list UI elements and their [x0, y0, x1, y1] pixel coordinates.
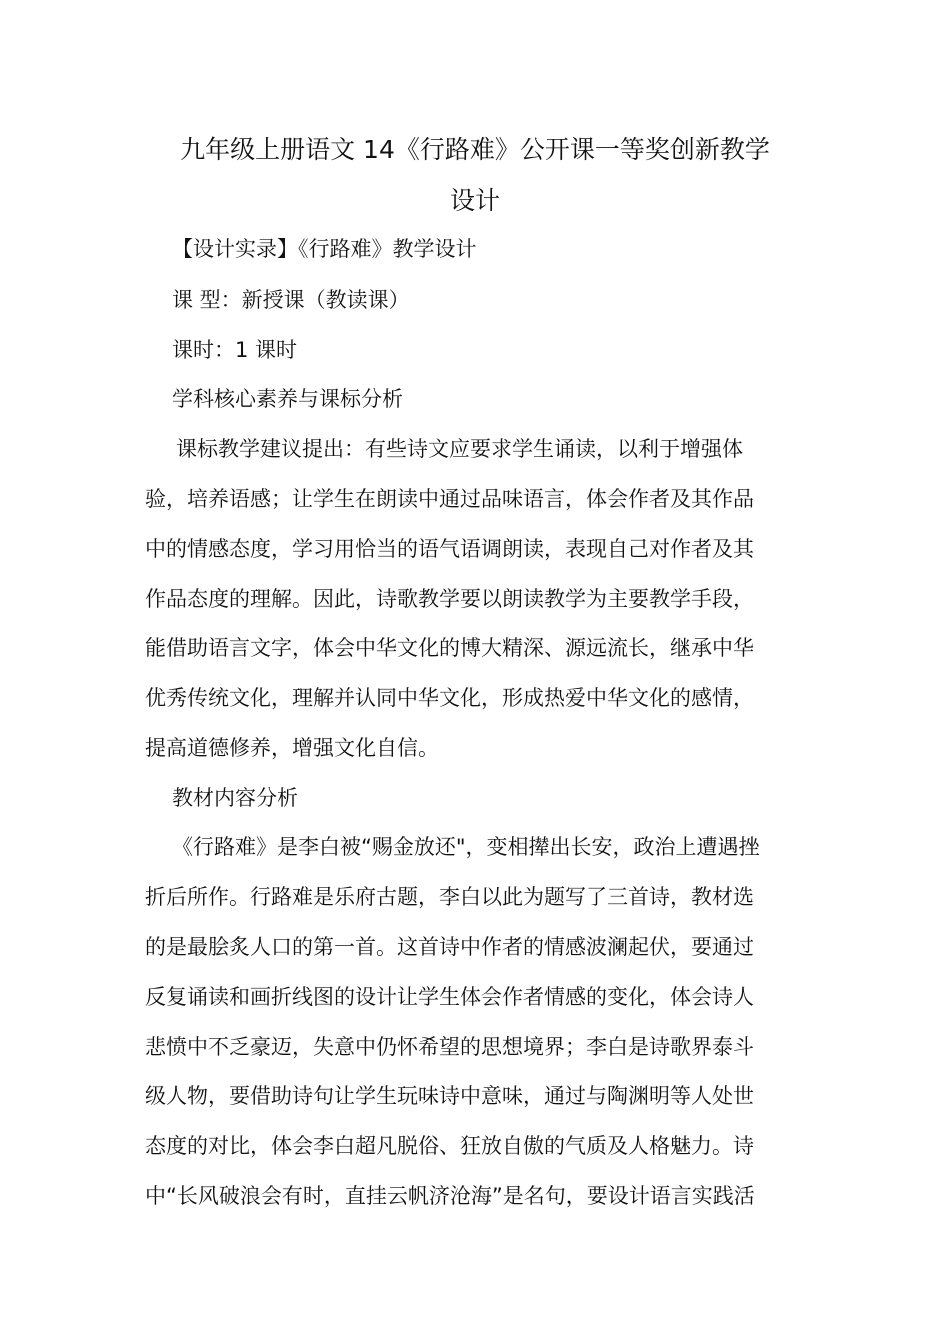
paragraph-2-line: 级人物，要借助诗句让学生玩味诗中意味，通过与陶渊明等人处世: [145, 1084, 754, 1108]
paragraph-1-line: 优秀传统文化，理解并认同中华文化，形成热爱中华文化的感情，: [145, 686, 754, 710]
paragraph-1-line: 提高道德修养，增强文化自信。: [145, 736, 439, 760]
paragraph-2-line: 折后所作。行路难是乐府古题，李白以此为题写了三首诗，教材选: [145, 885, 754, 909]
paragraph-1-line: 能借助语言文字，体会中华文化的博大精深、源远流长，继承中华: [145, 636, 754, 660]
paragraph-2-line: 的是最脍炙人口的第一首。这首诗中作者的情感波澜起伏，要通过: [145, 935, 754, 959]
lesson-type: 课 型：新授课（教读课）: [172, 288, 410, 312]
paragraph-2-line: 悲愤中不乏豪迈，失意中仍怀希望的思想境界；李白是诗歌界泰斗: [145, 1035, 754, 1059]
document-title-line-2: 设计: [449, 186, 500, 215]
paragraph-1-line: 作品态度的理解。因此，诗歌教学要以朗读教学为主要教学手段，: [145, 587, 754, 611]
paragraph-1-line: 中的情感态度，学习用恰当的语气语调朗读，表现自己对作者及其: [145, 537, 754, 561]
heading-core-literacy: 学科核心素养与课标分析: [172, 387, 403, 411]
paragraph-2-line: 《行路难》是李白被“赐金放还"，变相撵出长安，政治上遭遇挫: [172, 835, 760, 859]
document-title-line-1: 九年级上册语文 14《行路难》公开课一等奖创新教学: [180, 135, 770, 164]
lesson-hours: 课时：1 课时: [172, 338, 298, 362]
heading-material-analysis: 教材内容分析: [172, 786, 298, 810]
paragraph-1-line: 验，培养语感；让学生在朗读中通过品味语言，体会作者及其作品: [145, 487, 754, 511]
paragraph-2-line: 反复诵读和画折线图的设计让学生体会作者情感的变化，体会诗人: [145, 985, 754, 1009]
paragraph-2-line: 态度的对比，体会李白超凡脱俗、狂放自傲的气质及人格魅力。诗: [145, 1134, 754, 1158]
paragraph-2-line: 中“长风破浪会有时，直挂云帆济沧海”是名句，要设计语言实践活: [145, 1184, 755, 1208]
paragraph-1-line: 课标教学建议提出：有些诗文应要求学生诵读，以利于增强体: [176, 437, 743, 461]
section-header: 【设计实录】《行路难》教学设计: [172, 237, 477, 261]
